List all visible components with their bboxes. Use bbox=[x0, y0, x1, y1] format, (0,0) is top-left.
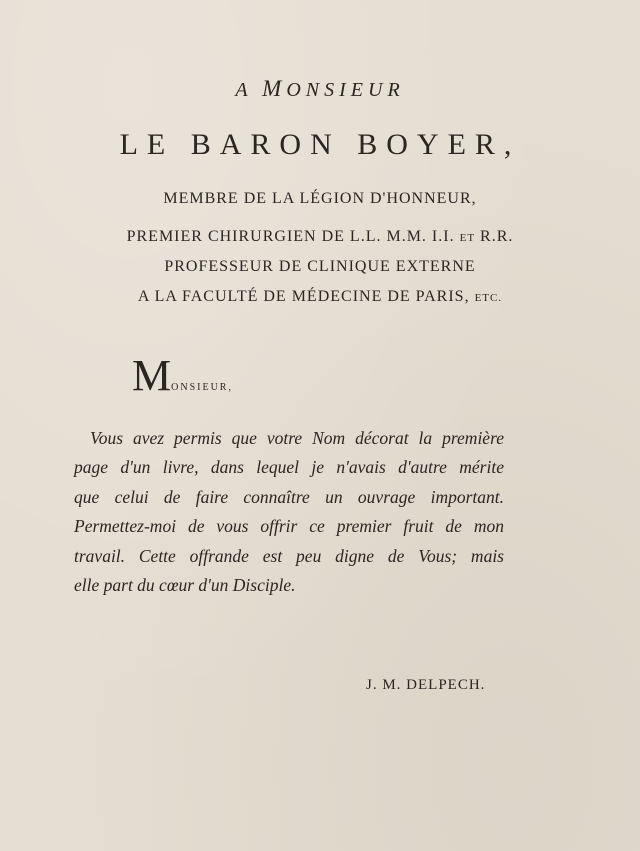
title-line-2 bbox=[0, 228, 640, 246]
title-line-2-main: PREMIER CHIRURGIEN DE L.L. M.M. I.I. bbox=[126, 228, 455, 245]
title-line-4-small-caps: ETC. bbox=[474, 292, 503, 304]
addressee-name: LE BARON BOYER, bbox=[119, 128, 521, 161]
salutation-initial: M bbox=[132, 351, 172, 400]
letter-line: page d'un livre, dans lequel je n'avais d'autre mérite bbox=[74, 457, 504, 478]
letter-line: Permettez-moi de vous offrir ce premier fruit de mon bbox=[74, 516, 504, 537]
dedication-heading bbox=[0, 76, 640, 102]
signature: J. M. DELPECH. bbox=[366, 677, 486, 693]
title-line-4 bbox=[0, 288, 640, 306]
dedication-capital: M bbox=[262, 76, 287, 101]
title-line-3: PROFESSEUR DE CLINIQUE EXTERNE bbox=[164, 258, 476, 275]
title-line-2-end: R.R. bbox=[480, 228, 514, 245]
letter-line: elle part du cœur d'un Disciple. bbox=[74, 574, 296, 595]
letter-body bbox=[74, 424, 504, 600]
title-line-4-main: A LA FACULTÉ DE MÉDECINE DE PARIS, bbox=[137, 288, 470, 305]
letter-line: Vous avez permis que votre Nom décorat la première bbox=[90, 428, 504, 448]
salutation-rest: ONSIEUR, bbox=[171, 382, 233, 393]
dedication-rest: ONSIEUR bbox=[286, 79, 405, 101]
title-line-1: MEMBRE DE LA LÉGION D'HONNEUR, bbox=[163, 190, 477, 207]
letter-line: que celui de faire connaître un ouvrage important. bbox=[74, 486, 504, 507]
dedication-prefix: A bbox=[235, 79, 253, 101]
salutation bbox=[132, 351, 233, 400]
letter-line: travail. Cette offrande est peu digne de Vous; mais bbox=[74, 545, 504, 566]
title-line-2-small-caps: ET bbox=[459, 232, 476, 244]
